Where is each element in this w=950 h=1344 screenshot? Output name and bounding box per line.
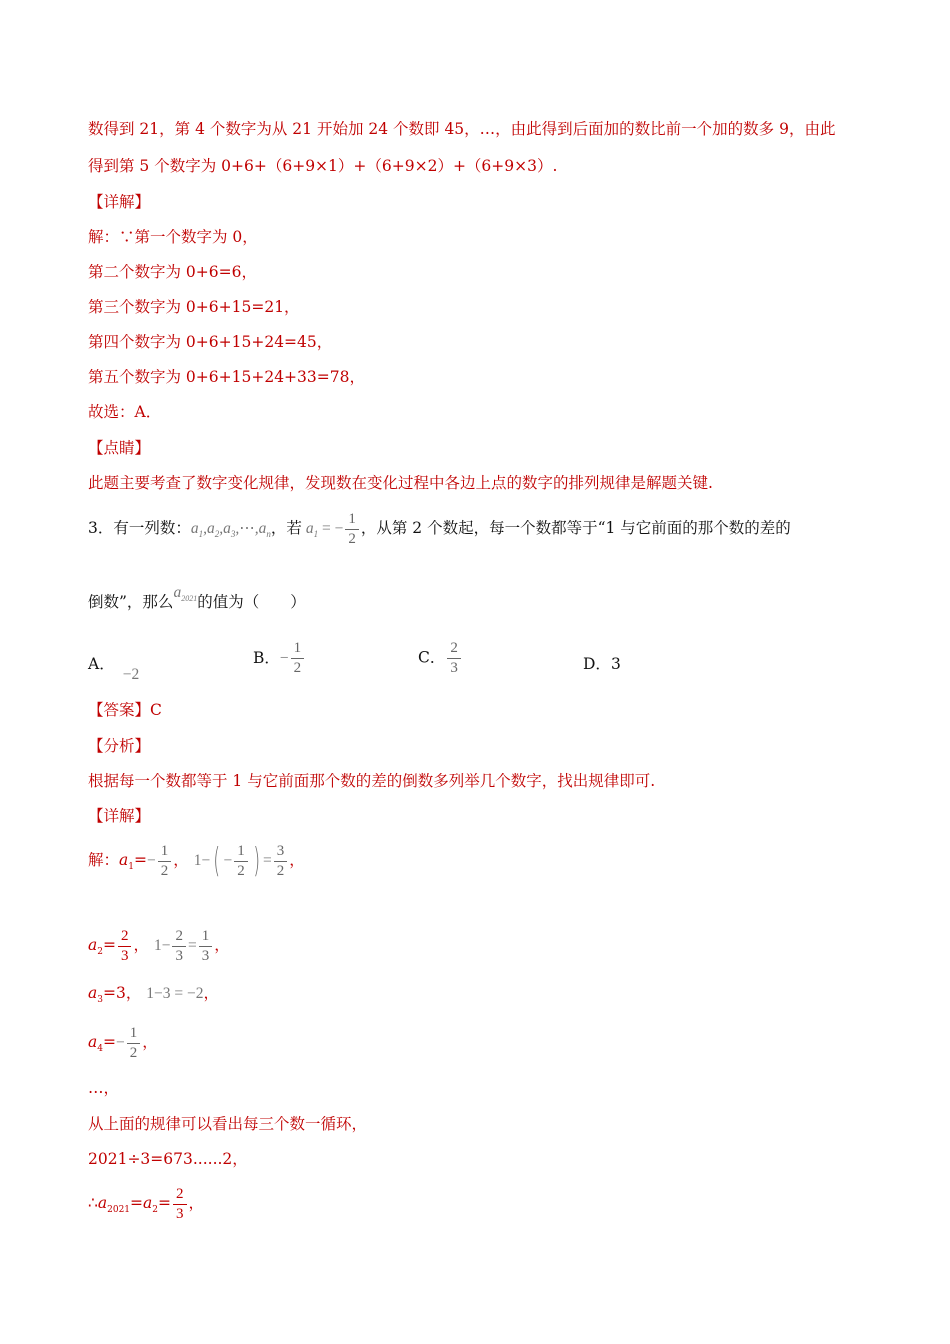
- comment-heading: 【点睛】: [88, 439, 151, 457]
- fraction: $\frac{1}{2}$: [234, 843, 248, 880]
- fraction: $\frac{1}{2}$: [127, 1025, 141, 1062]
- detail-step-3: $a_3=3$， 1−3 = −2，: [88, 984, 220, 1005]
- fraction: $\frac{1}{3}$: [199, 928, 213, 965]
- analysis-prev-line2: 得到第 5 个数字为 0+6+（6+9×1）+（6+9×2）+（6+9×3）.: [88, 157, 558, 175]
- detail-division: 2021÷3=673......2，: [88, 1150, 248, 1168]
- option-a[interactable]: A．−2: [88, 655, 140, 683]
- fraction: $\frac{2}{3}$: [118, 928, 132, 965]
- detail-prev-line: 第五个数字为 0+6+15+24+33=78，: [88, 368, 365, 386]
- question-line2-suffix: 的值为（ ）: [197, 593, 306, 611]
- fraction: $\frac{1}{2}$: [158, 843, 172, 880]
- if-word: ，若: [270, 519, 302, 537]
- detail-prev-heading: 【详解】: [88, 193, 151, 211]
- option-d-value: 3: [610, 655, 621, 673]
- detail-ellipsis: …，: [88, 1079, 120, 1097]
- analysis-heading: 【分析】: [88, 737, 151, 755]
- question-3-line2: [88, 584, 306, 619]
- detail-heading: 【详解】: [88, 807, 151, 825]
- detail-prev-line: 故选：A．: [88, 403, 162, 421]
- sequence-expression: $a_1,a_2,a_3,\cdots,a_n$: [190, 520, 271, 539]
- option-a-value: −2: [122, 666, 140, 683]
- detail-prev-line: 解：∵第一个数字为 0，: [88, 228, 258, 246]
- analysis-text: 根据每一个数都等于 1 与它前面那个数的差的倒数多列举几个数字，找出规律即可.: [88, 772, 656, 790]
- fraction-one-half: $\frac{1}{2}$: [345, 511, 359, 548]
- analysis-prev-line1: 数得到 21，第 4 个数字为从 21 开始加 24 个数即 45，…，由此得到后面加的数比前一个加的数多 9，由此: [88, 120, 836, 138]
- question-3-line1: [88, 510, 791, 546]
- option-c-fraction: $\frac{2}{3}$: [447, 640, 461, 677]
- detail-prev-line: 第三个数字为 0+6+15=21，: [88, 298, 300, 316]
- detail-step-1: 解：$a_1=-$ $\frac{1}{2}$ ， 1−( − $\frac{1}{2}$ ) = $\frac{3}{2}$ ，: [88, 841, 305, 881]
- option-b-fraction: $\frac{1}{2}$: [291, 640, 305, 677]
- answer: 【答案】C: [88, 701, 162, 719]
- answer-value: C: [150, 701, 162, 719]
- detail-prev-line: 第二个数字为 0+6=6，: [88, 263, 257, 281]
- a2021-term: $a_{2021}$: [173, 584, 198, 603]
- option-b[interactable]: B．− $\frac{1}{2}$: [253, 640, 306, 677]
- option-c[interactable]: C． $\frac{2}{3}$: [418, 640, 463, 677]
- detail-step-4: $a_4=-$ $\frac{1}{2}$ ，: [88, 1024, 158, 1061]
- fraction: $\frac{3}{2}$: [274, 843, 288, 880]
- question-rest: ，从第 2 个数起，每一个数都等于“1 与它前面的那个数的差的: [360, 519, 791, 537]
- left-paren: (: [213, 841, 221, 881]
- question-prefix: 3．有一列数：: [88, 519, 191, 537]
- a1-condition: $a_1$ = −: [305, 520, 344, 539]
- fraction: $\frac{2}{3}$: [172, 928, 186, 965]
- right-paren: ): [253, 841, 260, 881]
- fraction: $\frac{2}{3}$: [173, 1186, 187, 1223]
- option-d[interactable]: D．3: [583, 655, 621, 673]
- question-line2-prefix: 倒数”，那么: [88, 593, 174, 611]
- detail-prev-line: 第四个数字为 0+6+15+24=45，: [88, 333, 333, 351]
- comment-text: 此题主要考查了数字变化规律，发现数在变化过程中各边上点的数字的排列规律是解题关键.: [88, 474, 713, 492]
- detail-pattern: 从上面的规律可以看出每三个数一循环，: [88, 1115, 368, 1133]
- detail-step-2: $a_2=$ $\frac{2}{3}$ ， 1− $\frac{2}{3}$ = $\frac{1}{3}$ ，: [88, 927, 230, 964]
- detail-conclusion: $\therefore a_{2021}=a_2=$ $\frac{2}{3}$ ，: [88, 1185, 205, 1222]
